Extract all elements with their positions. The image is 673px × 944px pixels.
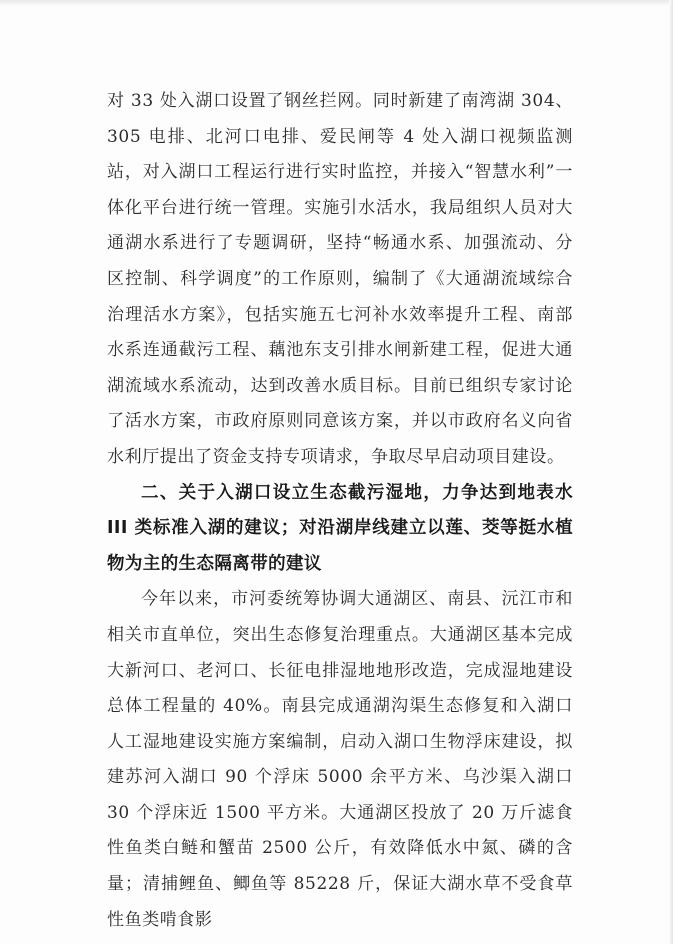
body-paragraph-2: 今年以来，市河委统筹协调大通湖区、南县、沅江市和相关市直单位，突出生态修复治理重点。大通湖区基本完成大新河口、老河口、长征电排湿地地形改造，完成湿地建设总体工程量的 40%。南县完成通湖沟渠生态修复和入湖口人工湿地建设实施方案编制，启动入湖口生物浮床建设，拟建苏河入湖口 90 个浮床 5000 余平方米、乌沙渠入湖口 30 个浮床近 1500 平方米。大通湖区投放了 20 万斤滤食性鱼类白鲢和蟹苗 2500 公斤，有效降低水中氮、磷的含量；清捕鲤鱼、鲫鱼等 85228 斤，保证大湖水草不受食草性鱼类啃食影 — [107, 589, 573, 930]
body-paragraph-1: 对 33 处入湖口设置了钢丝拦网。同时新建了南湾湖 304、305 电排、北河口电排、爱民闸等 4 处入湖口视频监测站，对入湖口工程运行进行实时监控，并接入“智慧水利”一体化平台进行统一管理。实施引水活水，我局组织人员对大通湖水系进行了专题调研，坚持“畅通水系、加强流动、分区控制、科学调度”的工作原则，编制了《大通湖流域综合治理活水方案》，包括实施五七河补水效率提升工程、南部水系连通截污工程、藕池东支引排水闸新建工程，促进大通湖流域水系流动，达到改善水质目标。目前已组织专家讨论了活水方案，市政府原则同意该方案，并以市政府名义向省水利厅提出了资金支持专项请求，争取尽早启动项目建设。 — [107, 91, 573, 467]
scan-edge-right — [669, 0, 673, 944]
scan-edge-top — [0, 0, 673, 6]
section-heading-2: 二、关于入湖口设立生态截污湿地，力争达到地表水 III 类标准入湖的建议；对沿湖岸线建立以莲、茭等挺水植物为主的生态隔离带的建议 — [107, 482, 573, 574]
document-body — [107, 84, 573, 938]
